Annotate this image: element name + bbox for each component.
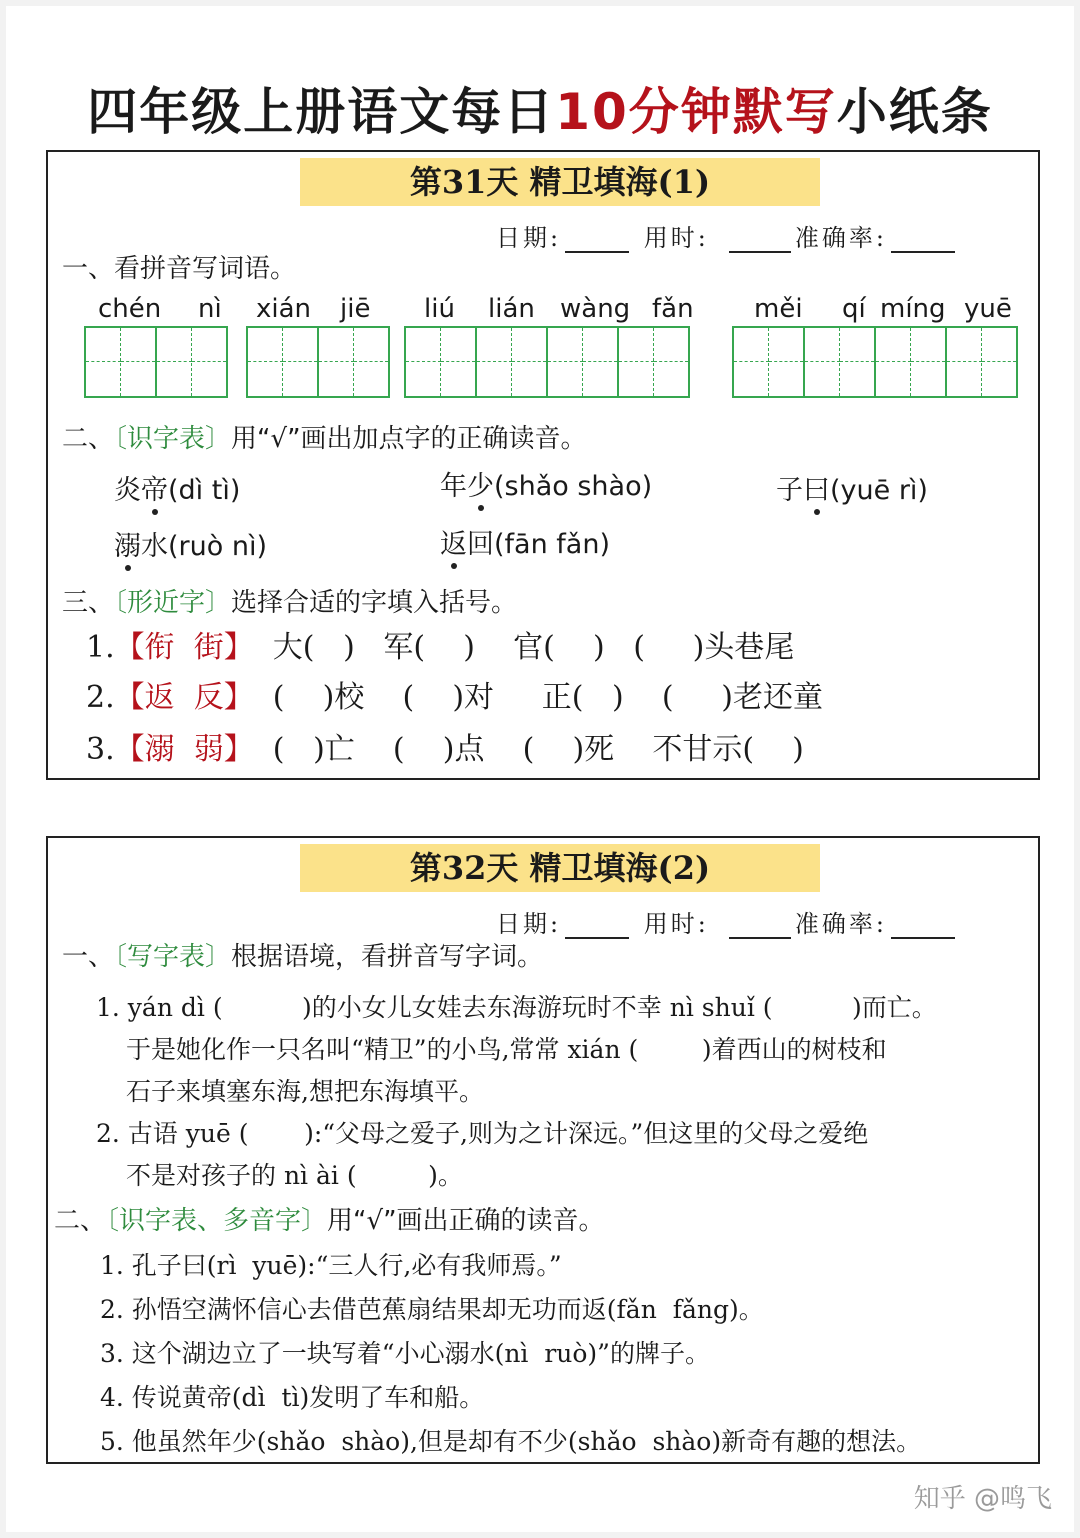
reading-item: 炎帝(dì tì) (114, 468, 240, 507)
accuracy-blank[interactable] (891, 227, 955, 253)
time-blank[interactable] (729, 913, 791, 939)
pinyin: fǎn (652, 294, 694, 324)
pinyin: liú (424, 294, 455, 324)
date-blank[interactable] (565, 227, 629, 253)
day31-banner: 第31天 精卫填海(1) (300, 158, 820, 206)
time-blank[interactable] (729, 227, 791, 253)
title-text: 四年级上册语文每日 (87, 83, 556, 141)
similar-char-row: 1.【衔 街】 大( ) 军( ) 官( ) ( )头巷尾 (86, 630, 795, 665)
day32-card (46, 836, 1040, 1464)
day31-dateline: 日期: 用时: 准确率: (496, 218, 959, 253)
pinyin: yuē (964, 294, 1012, 324)
context-line: 2. 古语 yuē ( ):“父母之爱子,则为之计深远。”但这里的父母之爱绝 (96, 1119, 869, 1148)
reading-item: 返回(fān fǎn) (440, 522, 610, 561)
reading-item: 子曰(yuē rì) (776, 468, 928, 507)
pinyin: měi (754, 294, 803, 324)
polyphone-item: 3. 这个湖边立了一块写着“小心溺水(nì ruò)”的牌子。 (100, 1339, 710, 1368)
writing-grid[interactable] (732, 326, 1018, 398)
day32-section2-heading: 二、〔识字表、多音字〕用“√”画出正确的读音。 (54, 1206, 605, 1236)
page-title (0, 72, 1080, 144)
pinyin: jiē (340, 294, 371, 324)
context-line: 1. yán dì ( )的小女儿女娃去东海游玩时不幸 nì shuǐ ( )而亡。 (96, 993, 937, 1022)
reading-item: 年少(shǎo shào) (440, 464, 652, 503)
title-text-end: 小纸条 (836, 83, 993, 141)
context-line: 不是对孩子的 nì ài ( )。 (126, 1161, 463, 1190)
day31-section1-heading: 一、看拼音写词语。 (62, 254, 297, 284)
pinyin: xián (256, 294, 312, 324)
day32-dateline: 日期: 用时: 准确率: (496, 904, 959, 939)
context-line: 石子来填塞东海,想把东海填平。 (126, 1077, 484, 1106)
reading-item: 溺水(ruò nì) (114, 524, 267, 563)
day31-section2-heading: 二、〔识字表〕用“√”画出加点字的正确读音。 (62, 424, 587, 454)
title-highlight: 10分钟默写 (555, 83, 837, 141)
day31-section3-heading: 三、〔形近字〕选择合适的字填入括号。 (62, 588, 518, 618)
pinyin: wàng (560, 294, 631, 324)
accuracy-blank[interactable] (891, 913, 955, 939)
polyphone-item: 2. 孙悟空满怀信心去借芭蕉扇结果却无功而返(fǎn fǎng)。 (100, 1295, 764, 1324)
writing-grid[interactable] (84, 326, 228, 398)
date-blank[interactable] (565, 913, 629, 939)
pinyin: chén (98, 294, 162, 324)
similar-char-row: 2.【返 反】 ( )校 ( )对 正( ) ( )老还童 (86, 680, 823, 715)
similar-char-row: 3.【溺 弱】 ( )亡 ( )点 ( )死 不甘示( ) (86, 732, 804, 767)
pinyin: qí (842, 294, 866, 324)
polyphone-item: 5. 他虽然年少(shǎo shào),但是却有不少(shǎo shào)新奇有趣的想法。 (100, 1427, 922, 1456)
day31-card (46, 150, 1040, 780)
pinyin: nì (198, 294, 222, 324)
writing-grid[interactable] (404, 326, 690, 398)
writing-grid[interactable] (246, 326, 390, 398)
pinyin: lián (488, 294, 535, 324)
watermark: 知乎 @鸣飞 (913, 1484, 1052, 1514)
polyphone-item: 4. 传说黄帝(dì tì)发明了车和船。 (100, 1383, 485, 1412)
day32-section1-heading: 一、〔写字表〕根据语境，看拼音写字词。 (62, 942, 544, 972)
day32-banner: 第32天 精卫填海(2) (300, 844, 820, 892)
pinyin: míng (880, 294, 946, 324)
polyphone-item: 1. 孔子曰(rì yuē):“三人行,必有我师焉。” (100, 1251, 562, 1280)
context-line: 于是她化作一只名叫“精卫”的小鸟,常常 xián ( )着西山的树枝和 (126, 1035, 887, 1064)
